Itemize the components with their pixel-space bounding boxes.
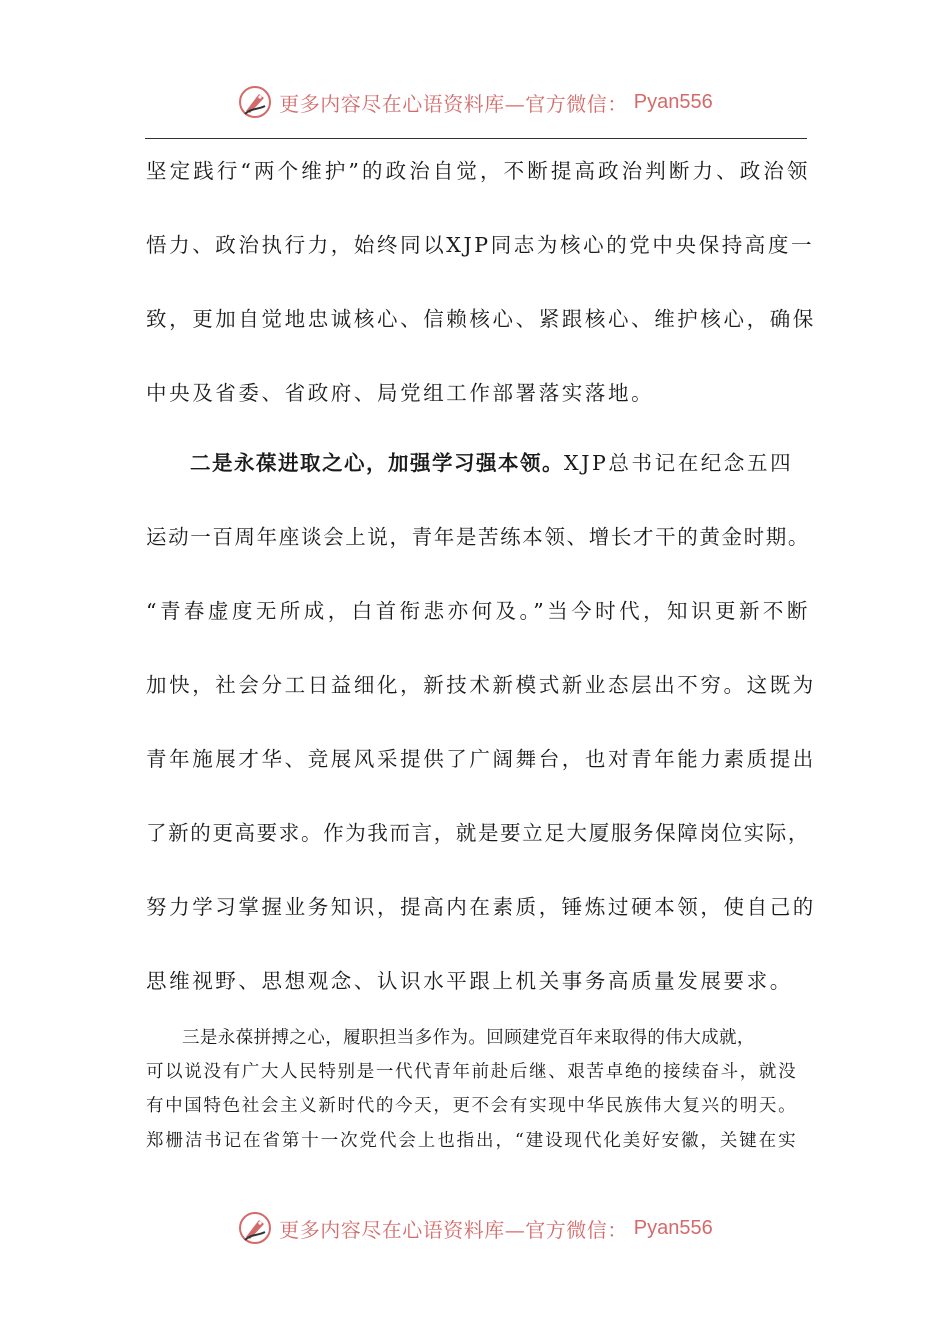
paragraph-line: 有中国特色社会主义新时代的今天，更不会有实现中华民族伟大复兴的明天。 — [146, 1096, 796, 1116]
paragraph-line: 青年施展才华、竞展风采提供了广阔舞台，也对青年能力素质提出 — [146, 747, 816, 771]
paragraph-line: “青春虚度无所成，白首衔悲亦何及。”当今时代，知识更新不断 — [146, 599, 810, 623]
paragraph-line: 悟力、政治执行力，始终同以XJP同志为核心的党中央保持高度一 — [146, 233, 815, 257]
paragraph-lead-line — [190, 448, 793, 478]
paragraph-line: 坚定践行“两个维护”的政治自觉，不断提高政治判断力、政治领 — [146, 159, 810, 183]
brand-banner — [237, 84, 712, 120]
paragraph-line: 努力学习掌握业务知识，提高内在素质，锤炼过硬本领，使自己的 — [146, 895, 816, 919]
pen-nib-logo-icon — [237, 1210, 273, 1246]
header-divider — [145, 138, 807, 139]
page-header — [0, 84, 950, 120]
brand-text: 更多内容尽在心语资料库—官方微信： — [279, 91, 628, 116]
pen-nib-logo-icon — [237, 84, 273, 120]
paragraph-line: 可以说没有广大人民特别是一代代青年前赴后继、艰苦卓绝的接续奋斗，就没 — [146, 1062, 796, 1082]
paragraph-line: 思维视野、思想观念、认识水平跟上机关事务高质量发展要求。 — [146, 969, 793, 993]
paragraph-line: 三是永葆拼搏之心，履职担当多作为。回顾建党百年来取得的伟大成就， — [182, 1028, 755, 1048]
brand-text: 更多内容尽在心语资料库—官方微信： — [279, 1217, 628, 1242]
paragraph-line: 致，更加自觉地忠诚核心、信赖核心、紧跟核心、维护核心，确保 — [146, 307, 816, 331]
paragraph-line: 了新的更高要求。作为我而言，就是要立足大厦服务保障岗位实际， — [146, 821, 810, 845]
brand-wechat-id: Pyan556 — [633, 1216, 713, 1239]
paragraph-line: 运动一百周年座谈会上说，青年是苦练本领、增长才干的黄金时期。 — [146, 525, 810, 549]
brand-wechat-id: Pyan556 — [633, 90, 713, 113]
paragraph-line: 加快，社会分工日益细化，新技术新模式新业态层出不穷。这既为 — [146, 673, 816, 697]
paragraph-lead-bold: 二是永葆进取之心，加强学习强本领。 — [190, 451, 564, 475]
paragraph-line: 郑栅洁书记在省第十一次党代会上也指出，“建设现代化美好安徽，关键在实 — [146, 1131, 796, 1151]
paragraph-lead-rest: XJP总书记在纪念五四 — [564, 451, 794, 475]
page-footer — [0, 1210, 950, 1246]
paragraph-line: 中央及省委、省政府、局党组工作部署落实落地。 — [146, 381, 655, 405]
brand-banner — [237, 1210, 712, 1246]
